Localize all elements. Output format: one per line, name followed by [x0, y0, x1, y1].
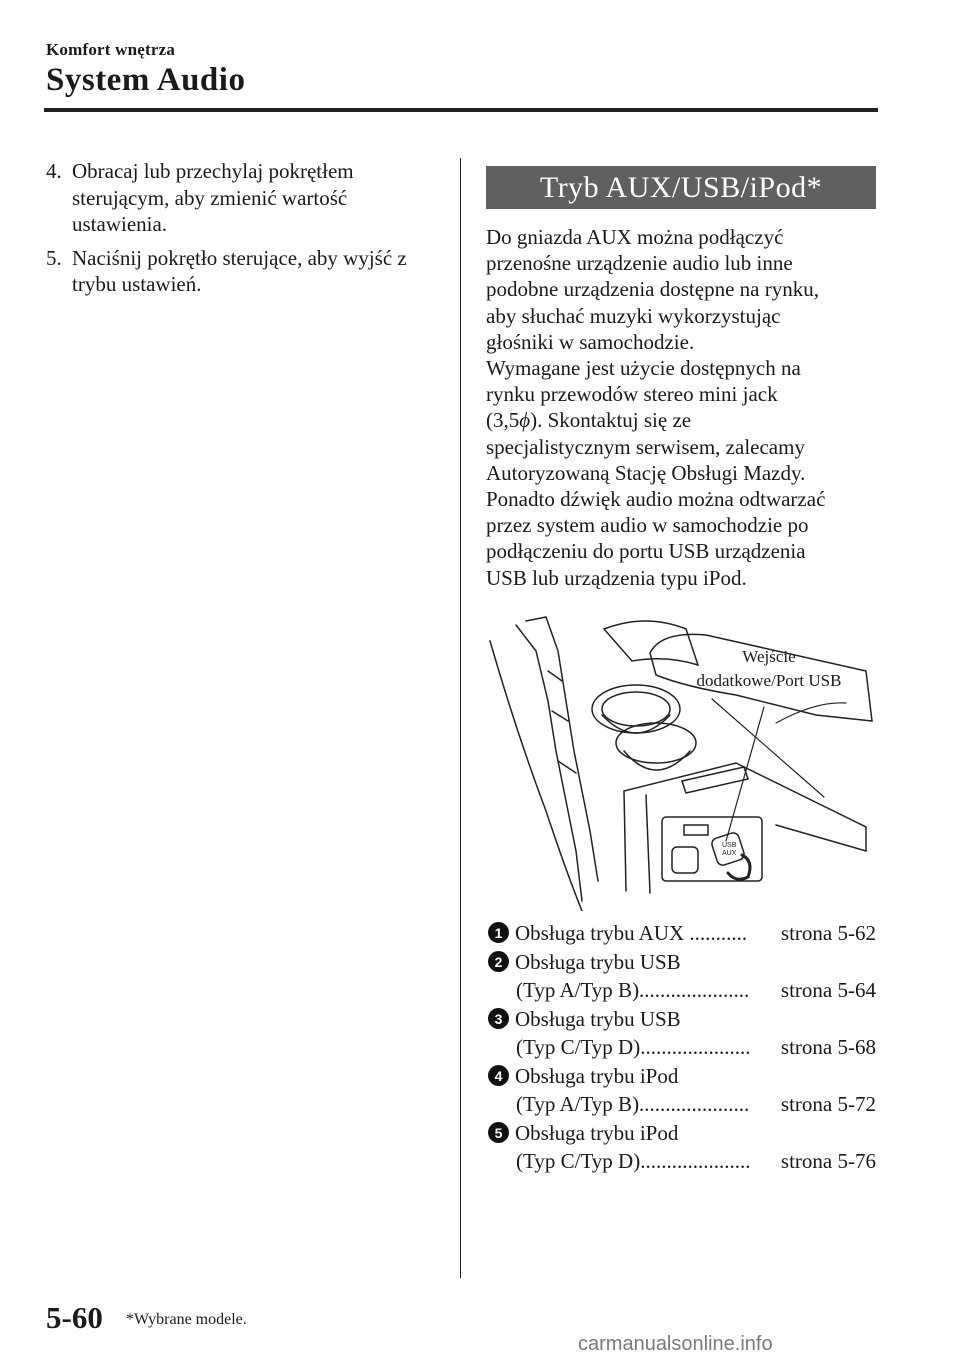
- intro-line: podłączeniu do portu USB urządzenia: [486, 539, 806, 564]
- intro-line: Ponadto dźwięk audio można odtwarzać: [486, 487, 826, 512]
- console-box-lid: [682, 767, 748, 793]
- step-item: [46, 158, 426, 238]
- port-callout: [674, 645, 864, 693]
- intro-line: rynku przewodów stereo mini jack: [486, 382, 778, 407]
- intro-line: USB lub urządzenia typu iPod.: [486, 565, 747, 590]
- callout-leader: [776, 703, 846, 723]
- step-number: 5.: [46, 245, 62, 270]
- cross-reference-item: [486, 1119, 876, 1175]
- aux-jack-housing: [672, 847, 698, 873]
- page-title: System Audio: [46, 62, 246, 98]
- intro-line: aby słuchać muzyki wykorzystując: [486, 303, 781, 328]
- intro-line-part: ). Skontaktuj się ze: [530, 408, 692, 433]
- console-edge: [490, 641, 582, 911]
- number-badge: 2: [488, 951, 509, 972]
- intro-line: Wymagane jest użycie dostępnych na: [486, 356, 801, 381]
- port-label-aux: AUX: [722, 849, 737, 857]
- watermark: carmanualsonline.info: [578, 1333, 773, 1355]
- xref-line: [486, 919, 876, 947]
- number-badge: 5: [488, 1122, 509, 1143]
- column-divider: [460, 158, 461, 1278]
- xref-page: strona 5-64: [780, 977, 876, 1002]
- step-text: Naciśnij pokrętło sterujące, aby wyjść z trybu ustawień.: [72, 245, 407, 296]
- number-badge: 1: [488, 922, 509, 943]
- cup-holder: [602, 692, 670, 726]
- xref-line: [486, 948, 876, 976]
- number-badge: 4: [488, 1065, 509, 1086]
- xref-line: [486, 1147, 876, 1175]
- callout-line: Wejście: [742, 646, 796, 666]
- step-text: Obracaj lub przechylaj pokrętłem sterującym, aby zmienić wartość ustawienia.: [72, 159, 354, 236]
- gear-boot-outline: [516, 625, 582, 901]
- cross-reference-item: [486, 1062, 876, 1118]
- intro-line: specjalistycznym serwisem, zalecamy: [486, 434, 805, 459]
- section-kicker: Komfort wnętrza: [46, 40, 176, 59]
- title-rule: [44, 108, 878, 112]
- intro-paragraph: [486, 224, 876, 591]
- intro-line: przez system audio w samochodzie po: [486, 513, 809, 538]
- intro-line: [486, 407, 876, 433]
- intro-line: podobne urządzenia dostępne na rynku,: [486, 277, 819, 302]
- phi-symbol: ϕ: [519, 408, 531, 433]
- xref-subtitle: (Typ C/Typ D).....................: [516, 1148, 751, 1173]
- xref-line: [486, 1090, 876, 1118]
- xref-title: Obsługa trybu iPod: [515, 1120, 679, 1145]
- gear-boot-fold: [548, 671, 576, 773]
- xref-title: Obsługa trybu iPod: [515, 1063, 679, 1088]
- xref-page: strona 5-76: [780, 1148, 876, 1173]
- step-item: [46, 245, 426, 298]
- xref-title: Obsługa trybu AUX ...........: [515, 920, 748, 945]
- page-number: 5-60: [46, 1300, 103, 1335]
- xref-subtitle: (Typ C/Typ D).....................: [516, 1034, 751, 1059]
- xref-subtitle: (Typ A/Typ B).....................: [516, 1091, 750, 1116]
- port-label-usb: USB: [722, 841, 737, 849]
- callout-line: dodatkowe/Port USB: [696, 670, 842, 690]
- intro-line: Autoryzowaną Stację Obsługi Mazdy.: [486, 460, 806, 485]
- usb-slot: [684, 825, 708, 835]
- xref-page: strona 5-68: [780, 1034, 876, 1059]
- number-badge: 3: [488, 1008, 509, 1029]
- console-figure: [486, 611, 876, 911]
- section-banner: Tryb AUX/USB/iPod*: [486, 166, 876, 209]
- xref-line: [486, 1119, 876, 1147]
- cross-reference-item: [486, 948, 876, 1004]
- cup-holder-wall: [624, 751, 690, 770]
- port-panel: [662, 817, 762, 881]
- cross-reference-item: [486, 1005, 876, 1061]
- console-box: [624, 791, 650, 893]
- callout-leader: [712, 699, 824, 797]
- xref-line: [486, 976, 876, 1004]
- plug-cable: [728, 855, 750, 879]
- intro-line-part: (3,5: [486, 408, 520, 433]
- cross-reference-item: [486, 919, 876, 947]
- xref-subtitle: (Typ A/Typ B).....................: [516, 977, 750, 1002]
- xref-line: [486, 1062, 876, 1090]
- left-column: [46, 158, 426, 305]
- intro-line: głośniki w samochodzie.: [486, 329, 695, 354]
- xref-page: strona 5-62: [780, 920, 876, 945]
- right-column: [486, 166, 876, 1176]
- intro-line: Do gniazda AUX można podłączyć: [486, 225, 784, 249]
- console-box: [624, 763, 866, 851]
- cross-reference-list: [486, 919, 876, 1175]
- xref-title: Obsługa trybu USB: [515, 949, 681, 974]
- footnote: *Wybrane modele.: [126, 1311, 247, 1328]
- xref-title: Obsługa trybu USB: [515, 1006, 681, 1031]
- step-number: 4.: [46, 159, 62, 183]
- cup-holder-wall: [602, 715, 670, 733]
- xref-line: [486, 1033, 876, 1061]
- intro-line: przenośne urządzenie audio lub inne: [486, 251, 793, 276]
- xref-line: [486, 1005, 876, 1033]
- xref-page: strona 5-72: [780, 1091, 876, 1116]
- usb-aux-port: [710, 831, 745, 866]
